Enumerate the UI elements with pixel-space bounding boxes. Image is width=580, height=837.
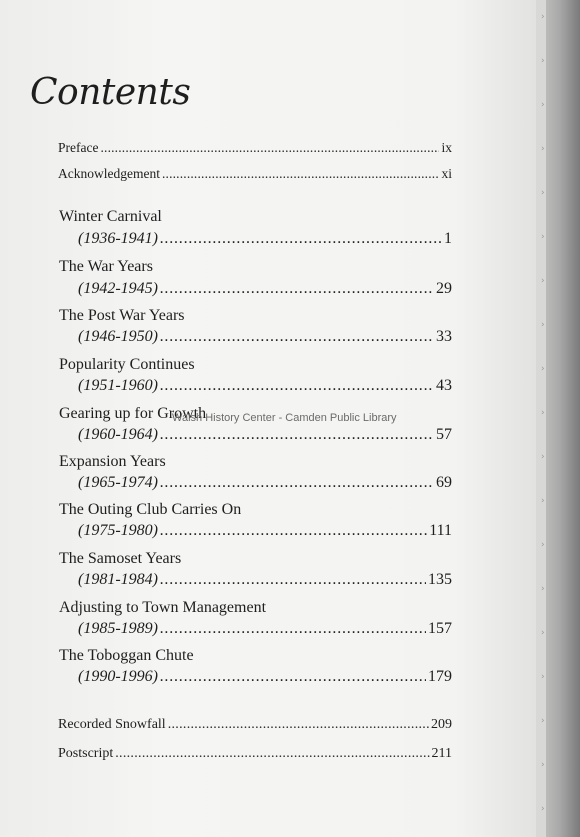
page-title: Contents	[30, 72, 191, 113]
chapter-years: (1936-1941)	[78, 230, 158, 247]
chapter-title[interactable]: The War Years	[59, 258, 153, 275]
leader-dots	[160, 377, 434, 395]
chapter-entry[interactable]	[78, 474, 452, 492]
leader-dots	[160, 668, 426, 686]
edge-mark-icon: ›	[541, 276, 545, 286]
chapter-entry[interactable]	[78, 620, 452, 638]
leader-dots	[162, 166, 440, 182]
toc-page-number: 43	[436, 377, 452, 394]
chapter-entry[interactable]	[78, 230, 452, 248]
toc-page-number: 29	[436, 280, 452, 297]
leader-dots	[160, 328, 434, 346]
toc-entry-preface[interactable]	[58, 140, 452, 156]
toc-entry-recorded-snowfall[interactable]	[58, 717, 452, 733]
chapter-entry[interactable]	[78, 571, 452, 589]
edge-mark-icon: ›	[541, 408, 545, 418]
edge-mark-icon: ›	[541, 804, 545, 814]
leader-dots	[160, 230, 442, 248]
leader-dots	[160, 571, 426, 589]
leader-dots	[160, 280, 434, 298]
leader-dots	[115, 746, 429, 762]
toc-entry-acknowledgement[interactable]	[58, 166, 452, 182]
toc-entry-label: Recorded Snowfall	[58, 717, 166, 732]
edge-mark-icon: ›	[541, 584, 545, 594]
edge-mark-icon: ›	[541, 364, 545, 374]
leader-dots	[160, 426, 434, 444]
edge-mark-icon: ›	[541, 628, 545, 638]
chapter-years: (1960-1964)	[78, 426, 158, 443]
leader-dots	[160, 522, 427, 540]
toc-page-number: 209	[431, 717, 452, 732]
toc-page-number: 135	[428, 571, 452, 588]
toc-page-number: xi	[441, 166, 452, 181]
chapter-title[interactable]: Gearing up for Growth	[59, 405, 207, 422]
chapter-entry[interactable]	[78, 280, 452, 298]
chapter-entry[interactable]	[78, 668, 452, 686]
leader-dots	[160, 474, 434, 492]
edge-mark-icon: ›	[541, 496, 545, 506]
chapter-years: (1946-1950)	[78, 328, 158, 345]
toc-page-number: 211	[431, 746, 452, 761]
chapter-title[interactable]: The Toboggan Chute	[59, 647, 194, 664]
chapter-years: (1975-1980)	[78, 522, 158, 539]
chapter-entry[interactable]	[78, 328, 452, 346]
toc-page-number: 33	[436, 328, 452, 345]
edge-mark-icon: ›	[541, 188, 545, 198]
chapter-title[interactable]: Expansion Years	[59, 453, 166, 470]
edge-mark-icon: ›	[541, 232, 545, 242]
chapter-title[interactable]: The Outing Club Carries On	[59, 501, 242, 518]
edge-mark-icon: ›	[541, 100, 545, 110]
toc-page-number: 179	[428, 668, 452, 685]
edge-mark-icon: ›	[541, 144, 545, 154]
leader-dots	[100, 140, 439, 156]
chapter-title[interactable]: Adjusting to Town Management	[59, 599, 267, 616]
chapter-title[interactable]: The Post War Years	[59, 307, 185, 324]
toc-page-number: 57	[436, 426, 452, 443]
chapter-title[interactable]: Popularity Continues	[59, 356, 195, 373]
chapter-years: (1951-1960)	[78, 377, 158, 394]
toc-entry-label: Postscript	[58, 746, 114, 761]
chapter-title[interactable]: The Samoset Years	[59, 550, 182, 567]
chapter-years: (1942-1945)	[78, 280, 158, 297]
edge-mark-icon: ›	[541, 12, 545, 22]
toc-entry-postscript[interactable]	[58, 746, 452, 762]
toc-entry-label: Acknowledgement	[58, 166, 160, 181]
toc-page-number: 69	[436, 474, 452, 491]
toc-page-number: 157	[428, 620, 452, 637]
chapter-years: (1985-1989)	[78, 620, 158, 637]
leader-dots	[160, 620, 426, 638]
edge-mark-icon: ›	[541, 540, 545, 550]
chapter-entry[interactable]	[78, 426, 452, 444]
toc-page-number: 1	[444, 230, 452, 247]
toc-entry-label: Preface	[58, 140, 99, 155]
chapter-years: (1965-1974)	[78, 474, 158, 491]
edge-mark-icon: ›	[541, 452, 545, 462]
edge-mark-icon: ›	[541, 716, 545, 726]
chapter-years: (1981-1984)	[78, 571, 158, 588]
edge-mark-icon: ›	[541, 760, 545, 770]
edge-mark-icon: ›	[541, 320, 545, 330]
chapter-entry[interactable]	[78, 377, 452, 395]
watermark-text: Walsh History Center - Camden Public Library	[172, 412, 397, 424]
edge-mark-icon: ›	[541, 56, 545, 66]
chapter-years: (1990-1996)	[78, 668, 158, 685]
page-margin-stripe	[536, 0, 546, 837]
edge-mark-icon: ›	[541, 672, 545, 682]
chapter-title[interactable]: Winter Carnival	[59, 208, 162, 225]
leader-dots	[168, 717, 429, 733]
toc-page-number: ix	[441, 140, 452, 155]
chapter-entry[interactable]	[78, 522, 452, 540]
toc-page-number: 111	[429, 522, 452, 539]
